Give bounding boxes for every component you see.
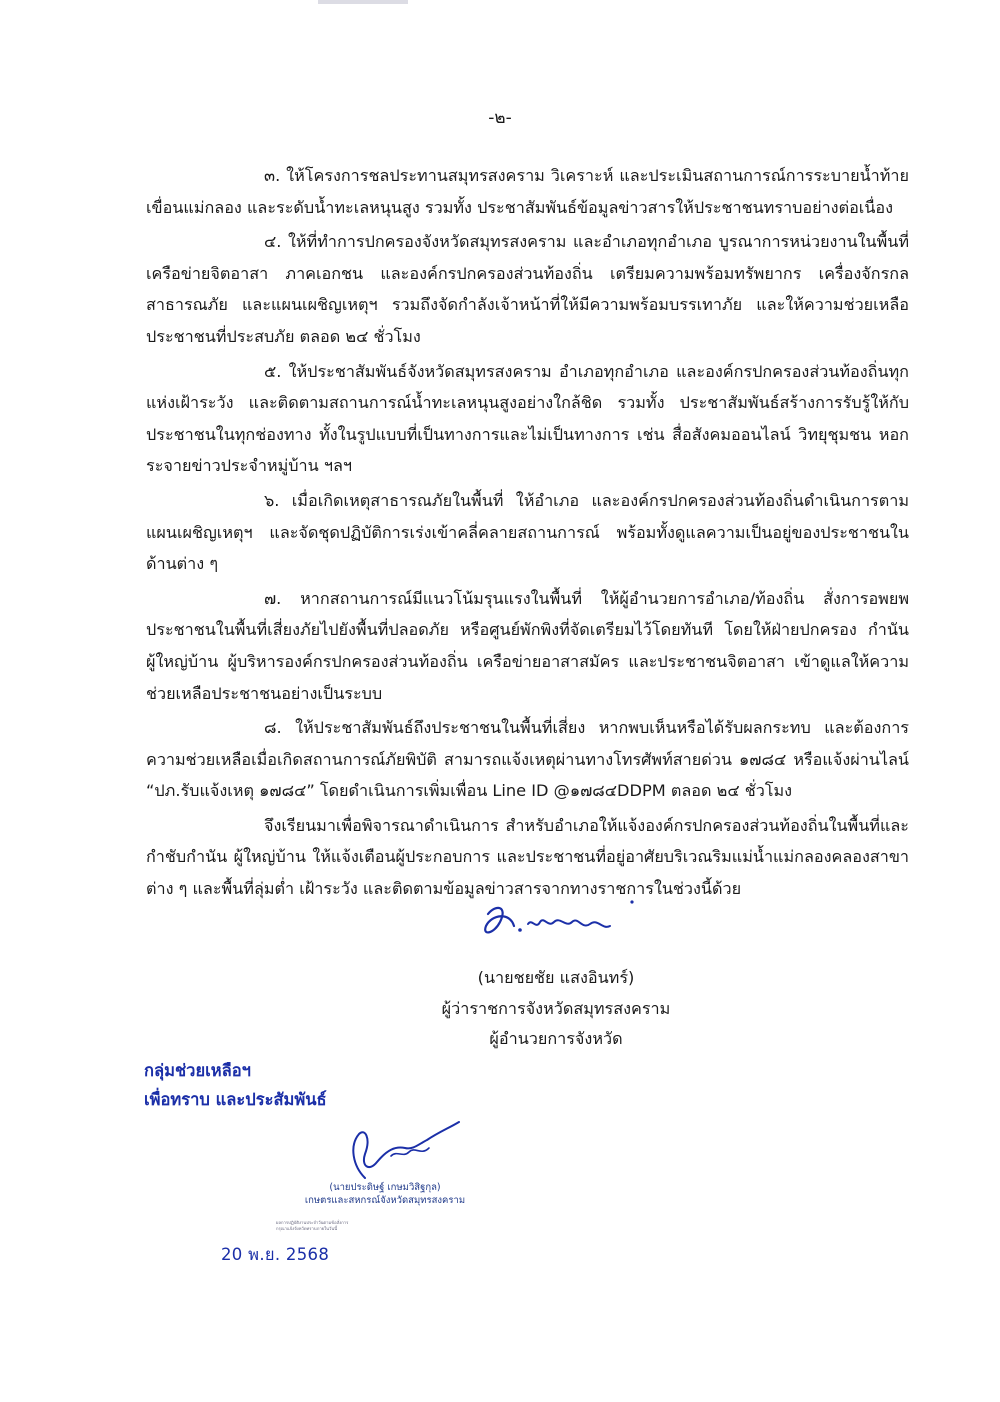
letter-body (146, 160, 909, 905)
paragraph-item-5: ๕. ให้ประชาสัมพันธ์จังหวัดสมุทรสงคราม อำเภอทุกอำเภอ และองค์กรปกครองส่วนท้องถิ่นทุกแห่งเฝ้าระวัง และติดตามสถานการณ์น้ำทะเลหนุนสูงอย่างใกล้ชิด รวมทั้ง ประชาสัมพันธ์สร้างการรับรู้ให้กับประชาชนในทุกช่องทาง ทั้งในรูปแบบที่เป็นทางการและไม่เป็นทางการ เช่น สื่อสังคมออนไลน์ วิทยุชุมชน หอกระจายข่าวประจำหมู่บ้าน ฯลฯ (146, 361, 909, 476)
paragraph-item-6: ๖. เมื่อเกิดเหตุสาธารณภัยในพื้นที่ ให้อำเภอ และองค์กรปกครองส่วนท้องถิ่นดำเนินการตามแผนเผชิญเหตุฯ และจัดชุดปฏิบัติการเร่งเข้าคลี่คลายสถานการณ์ พร้อมทั้งดูแลความเป็นอยู่ของประชาชนในด้านต่าง ๆ (146, 490, 909, 574)
staff-block (265, 1181, 505, 1207)
staff-signature (335, 1116, 465, 1186)
signatory-position: ผู้ว่าราชการจังหวัดสมุทรสงคราม (441, 998, 671, 1018)
governor-signature (474, 896, 644, 956)
closing-paragraph: จึงเรียนมาเพื่อพิจารณาดำเนินการ สำหรับอำเภอให้แจ้งองค์กรปกครองส่วนท้องถิ่นในพื้นที่และกำชับกำนัน ผู้ใหญ่บ้าน ให้แจ้งเตือนผู้ประกอบการ และประชาชนที่อยู่อาศัยบริเวณริมแม่น้ำแม่กลองคลองสาขาต่าง ๆ และพื้นที่ลุ่มต่ำ เฝ้าระวัง และติดตามข้อมูลข่าวสารจากทางราชการในช่วงนี้ด้วย (146, 815, 909, 899)
tiny-note-line-1: ผลการปฏิบัติงานประจำวันตามข้อสั่งการ (276, 1220, 349, 1225)
paragraph-item-3: ๓. ให้โครงการชลประทานสมุทรสงคราม วิเคราะห์ และประเมินสถานการณ์การระบายน้ำท้ายเขื่อนแม่กลอง และระดับน้ำทะเลหนุนสูง รวมทั้ง ประชาสัมพันธ์ข้อมูลข่าวสารให้ประชาชนทราบอย่างต่อเนื่อง (146, 166, 909, 217)
handwritten-date: 20 พ.ย. 2568 (221, 1245, 330, 1264)
scan-edge-mark (318, 0, 408, 4)
staff-name: (นายประดิษฐ์ เกษมวิสิฐกุล) (329, 1182, 441, 1193)
note-line-1: กลุ่มช่วยเหลือฯ (144, 1061, 251, 1080)
handwritten-note (144, 1056, 327, 1114)
paragraph-item-7: ๗. หากสถานการณ์มีแนวโน้มรุนแรงในพื้นที่ ให้ผู้อำนวยการอำเภอ/ท้องถิ่น สั่งการอพยพประชาชนในพื้นที่เสี่ยงภัยไปยังพื้นที่ปลอดภัย หรือศูนย์พักพิงที่จัดเตรียมไว้โดยทันที โดยให้ฝ่ายปกครอง กำนัน ผู้ใหญ่บ้าน ผู้บริหารองค์กรปกครองส่วนท้องถิ่น เครือข่ายอาสาสมัคร และประชาชนจิตอาสา เข้าดูแลให้ความช่วยเหลือประชาชนอย่างเป็นระบบ (146, 588, 909, 703)
paragraph-item-8: ๘. ให้ประชาสัมพันธ์ถึงประชาชนในพื้นที่เสี่ยง หากพบเห็นหรือได้รับผลกระทบ และต้องการความช่วยเหลือเมื่อเกิดสถานการณ์ภัยพิบัติ สามารถแจ้งเหตุผ่านทางโทรศัพท์สายด่วน ๑๗๘๔ หรือแจ้งผ่านไลน์ “ปภ.รับแจ้งเหตุ ๑๗๘๔” โดยดำเนินการเพิ่มเพื่อน Line ID @๑๗๘๔DDPM ตลอด ๒๔ ชั่วโมง (146, 718, 909, 801)
paragraph-item-4: ๔. ให้ที่ทำการปกครองจังหวัดสมุทรสงคราม และอำเภอทุกอำเภอ บูรณาการหน่วยงานในพื้นที่ เครือข่ายจิตอาสา ภาคเอกชน และองค์กรปกครองส่วนท้องถิ่น เตรียมความพร้อมทรัพยากร เครื่องจักรกลสาธารณภัย และแผนเผชิญเหตุฯ รวมถึงจัดกำลังเจ้าหน้าที่ให้มีความพร้อมบรรเทาภัย และให้ความช่วยเหลือประชาชนที่ประสบภัย ตลอด ๒๔ ชั่วโมง (146, 232, 909, 346)
staff-position: เกษตรและสหกรณ์จังหวัดสมุทรสงคราม (304, 1195, 466, 1206)
tiny-note-line-2: กรุณาแจ้งจังหวัดทราบภายในวันนี้ (276, 1226, 338, 1231)
page-number: -๒- (488, 108, 512, 128)
note-line-2: เพื่อทราบ และประสัมพันธ์ (144, 1090, 327, 1109)
signatory-role: ผู้อำนวยการจังหวัด (489, 1029, 623, 1048)
signatory-name: (นายชยชัย แสงอินทร์) (477, 968, 635, 987)
tiny-note (276, 1220, 348, 1232)
signature-block (360, 963, 752, 1055)
